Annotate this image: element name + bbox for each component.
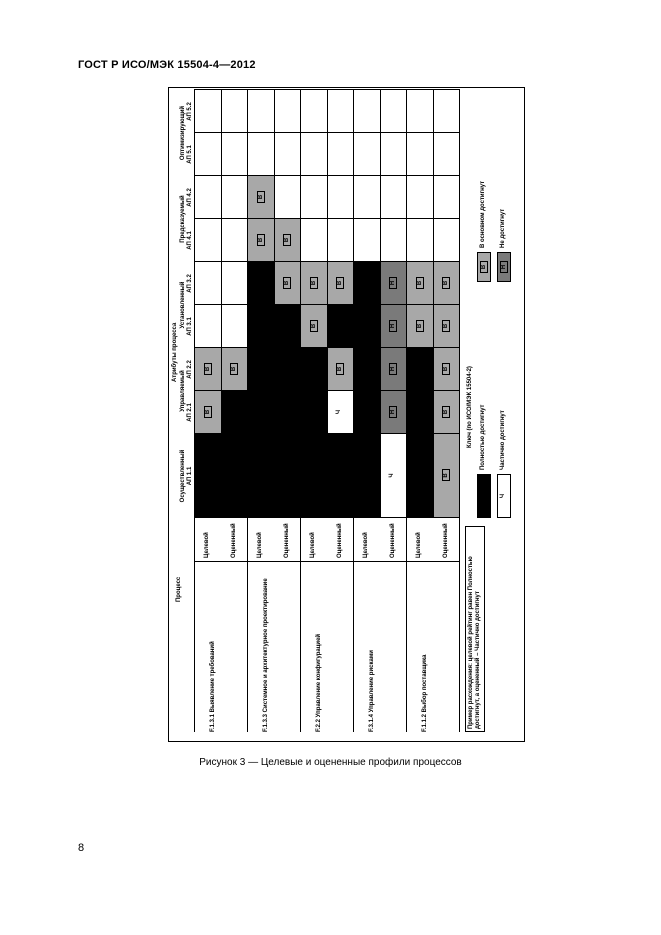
row-divider — [247, 561, 274, 562]
row-divider — [406, 561, 433, 562]
rating-cell-empty — [274, 175, 302, 219]
rating-mark: Н — [389, 363, 397, 375]
rating-cell-empty — [300, 132, 328, 176]
rating-cell-full — [406, 347, 434, 391]
rating-mark: В — [310, 277, 318, 289]
rating-cell-full — [221, 433, 249, 518]
example-note: Пример расхождения: целевой рейтинг равен Полностью достигнут, а оцененный – Частично достигнут — [465, 526, 485, 732]
rating-cell-full — [353, 261, 381, 305]
rating-mark: В — [442, 363, 450, 375]
rating-cell-full — [406, 390, 434, 434]
rating-cell-empty — [247, 89, 275, 133]
legend-swatch-full — [477, 474, 491, 518]
row-divider — [433, 561, 460, 562]
rating-cell-large — [406, 261, 434, 305]
row-divider — [300, 561, 327, 562]
process-name-5: F.1.1.2 Выбор поставщика — [422, 654, 428, 732]
row-kind-label: Целевой — [257, 532, 263, 558]
level-header-2: Управляемый — [180, 370, 186, 412]
rating-cell-empty — [433, 175, 461, 219]
attribute-header-7: АП 4.2 — [187, 188, 193, 207]
rating-cell-full — [247, 261, 275, 305]
rating-mark: В — [336, 277, 344, 289]
rating-mark: В — [204, 363, 212, 375]
legend-swatch-notach — [497, 252, 511, 282]
rating-cell-large — [274, 218, 302, 262]
rating-mark: В — [283, 234, 291, 246]
rating-mark: В — [310, 320, 318, 332]
page-number: 8 — [78, 842, 85, 854]
rating-cell-full — [327, 433, 355, 518]
rating-mark: В — [204, 406, 212, 418]
process-name-3: F.2.2 Управление конфигурацией — [316, 633, 322, 732]
rating-cell-large — [221, 347, 249, 391]
row-divider — [380, 561, 407, 562]
rating-cell-empty — [194, 132, 222, 176]
row-kind-label: Оцененный — [442, 523, 449, 558]
row-kind-label: Целевой — [363, 532, 369, 558]
rating-cell-large — [300, 304, 328, 348]
rating-cell-empty — [353, 218, 381, 262]
rating-mark: В — [230, 363, 238, 375]
rating-cell-full — [300, 347, 328, 391]
rating-cell-empty — [247, 132, 275, 176]
rating-mark: Ч — [389, 470, 397, 482]
row-kind-label: Оцененный — [230, 523, 237, 558]
rating-cell-large — [327, 261, 355, 305]
rating-cell-empty — [300, 175, 328, 219]
attribute-header-4: АП 3.1 — [187, 317, 193, 336]
rating-mark: В — [416, 277, 424, 289]
rating-cell-empty — [194, 218, 222, 262]
rating-mark: В — [416, 320, 424, 332]
rating-mark: В — [442, 277, 450, 289]
rating-cell-full — [247, 347, 275, 391]
rating-mark: Н — [389, 406, 397, 418]
rating-cell-full — [353, 347, 381, 391]
rating-cell-large — [300, 261, 328, 305]
legend-swatch-part — [497, 474, 511, 518]
document-header: ГОСТ Р ИСО/МЭК 15504-4—2012 — [78, 59, 256, 71]
rating-mark: В — [283, 277, 291, 289]
attribute-header-1: АП 1.1 — [187, 466, 193, 486]
rating-mark: Н — [389, 277, 397, 289]
rating-cell-full — [247, 304, 275, 348]
rating-cell-full — [353, 304, 381, 348]
rating-cell-large — [433, 261, 461, 305]
rating-mark: В — [257, 191, 265, 203]
rating-cell-notach — [380, 390, 408, 434]
rating-cell-empty — [353, 89, 381, 133]
rating-cell-empty — [327, 175, 355, 219]
rating-cell-large — [194, 390, 222, 434]
rating-mark: В — [442, 470, 450, 482]
row-kind-label: Целевой — [310, 532, 316, 558]
rating-cell-full — [274, 304, 302, 348]
row-kind-label: Целевой — [204, 532, 210, 558]
rating-cell-full — [353, 390, 381, 434]
rating-cell-full — [274, 433, 302, 518]
rating-cell-empty — [406, 218, 434, 262]
process-profile-figure — [168, 87, 525, 742]
rating-cell-full — [300, 390, 328, 434]
rating-cell-notach — [380, 347, 408, 391]
rating-cell-large — [433, 433, 461, 518]
rating-cell-empty — [380, 218, 408, 262]
rating-cell-empty — [433, 132, 461, 176]
attribute-header-5: АП 3.2 — [187, 274, 193, 293]
rating-cell-empty — [406, 175, 434, 219]
rating-cell-empty — [353, 132, 381, 176]
rating-cell-large — [327, 347, 355, 391]
level-header-3: Установленный — [180, 281, 186, 329]
legend-notach-label: Не достигнут — [500, 208, 506, 248]
rating-cell-empty — [433, 89, 461, 133]
level-header-5: Оптимизирующий — [180, 105, 186, 161]
rating-cell-full — [274, 347, 302, 391]
rating-cell-large — [433, 390, 461, 434]
rating-cell-empty — [221, 132, 249, 176]
process-name-4: F.3.1.4 Управление рисками — [369, 650, 375, 732]
rating-cell-empty — [300, 89, 328, 133]
rating-mark: Ч — [500, 493, 506, 499]
rating-cell-empty — [274, 132, 302, 176]
rating-cell-empty — [406, 89, 434, 133]
rating-mark: В — [257, 234, 265, 246]
rating-cell-empty — [221, 304, 249, 348]
figure-caption: Рисунок 3 — Целевые и оцененные профили процессов — [199, 757, 462, 768]
rating-cell-notach — [380, 304, 408, 348]
rating-cell-part — [380, 433, 408, 518]
rating-cell-large — [274, 261, 302, 305]
legend-large-label: В основном достигнут — [480, 180, 486, 248]
rating-cell-part — [327, 390, 355, 434]
row-kind-label: Оцененный — [389, 523, 396, 558]
rating-mark: Н — [500, 261, 508, 273]
rating-cell-empty — [221, 89, 249, 133]
rating-cell-full — [221, 390, 249, 434]
rating-cell-full — [353, 433, 381, 518]
rating-mark: В — [442, 406, 450, 418]
rating-cell-large — [194, 347, 222, 391]
rating-cell-full — [300, 433, 328, 518]
rating-cell-notach — [380, 261, 408, 305]
row-kind-label: Целевой — [416, 532, 422, 558]
row-divider — [194, 561, 221, 562]
attribute-header-9: АП 5.2 — [187, 102, 193, 121]
rating-cell-empty — [380, 175, 408, 219]
legend-part-label: Частично достигнут — [500, 410, 506, 470]
process-divider — [459, 90, 460, 732]
rating-mark: В — [336, 363, 344, 375]
rating-mark: Н — [389, 320, 397, 332]
grid-top-line — [194, 90, 195, 732]
rating-cell-empty — [221, 261, 249, 305]
rating-cell-empty — [433, 218, 461, 262]
row-divider — [327, 561, 354, 562]
rating-cell-empty — [380, 89, 408, 133]
level-header-1: Осуществленный — [180, 449, 186, 503]
row-kind-label: Оцененный — [283, 523, 290, 558]
attributes-title: Атрибуты процесса — [172, 322, 178, 382]
rating-cell-empty — [327, 89, 355, 133]
row-divider — [353, 561, 380, 562]
row-divider — [221, 561, 248, 562]
rating-cell-full — [247, 433, 275, 518]
rating-cell-full — [194, 433, 222, 518]
attribute-header-2: АП 2.1 — [187, 403, 193, 422]
legend-full-label: Полностью достигнут — [480, 404, 486, 470]
rating-cell-empty — [406, 132, 434, 176]
rating-mark: В — [442, 320, 450, 332]
rating-cell-full — [247, 390, 275, 434]
rating-cell-empty — [300, 218, 328, 262]
legend-swatch-large — [477, 252, 491, 282]
attribute-header-3: АП 2.2 — [187, 360, 193, 379]
rating-cell-full — [327, 304, 355, 348]
rating-cell-empty — [274, 89, 302, 133]
attribute-header-8: АП 5.1 — [187, 145, 193, 164]
rating-cell-full — [274, 390, 302, 434]
process-name-2: F.1.3.3 Системное и архитектурное проектирование — [263, 578, 269, 732]
rating-cell-empty — [327, 218, 355, 262]
rating-cell-empty — [380, 132, 408, 176]
level-header-4: Предсказуемый — [180, 195, 186, 243]
rating-cell-empty — [353, 175, 381, 219]
process-name-1: F.1.3.1 Выявление требований — [210, 641, 216, 732]
rating-mark: Ч — [336, 406, 344, 418]
rating-cell-empty — [194, 89, 222, 133]
rating-cell-empty — [194, 175, 222, 219]
rating-cell-large — [433, 304, 461, 348]
column-process-header: Процесс — [176, 576, 182, 602]
rating-cell-empty — [327, 132, 355, 176]
rating-cell-empty — [194, 304, 222, 348]
rating-cell-large — [247, 175, 275, 219]
rating-cell-large — [247, 218, 275, 262]
rating-cell-empty — [194, 261, 222, 305]
attribute-header-6: АП 4.1 — [187, 231, 193, 250]
legend-title: Ключ (по ИСО/МЭК 15504-2) — [467, 366, 473, 448]
rating-cell-empty — [221, 218, 249, 262]
rating-cell-large — [433, 347, 461, 391]
rating-cell-large — [406, 304, 434, 348]
rating-cell-full — [406, 433, 434, 518]
row-kind-label: Оцененный — [336, 523, 343, 558]
row-divider — [274, 561, 301, 562]
rating-cell-empty — [221, 175, 249, 219]
rating-mark: В — [480, 261, 488, 273]
